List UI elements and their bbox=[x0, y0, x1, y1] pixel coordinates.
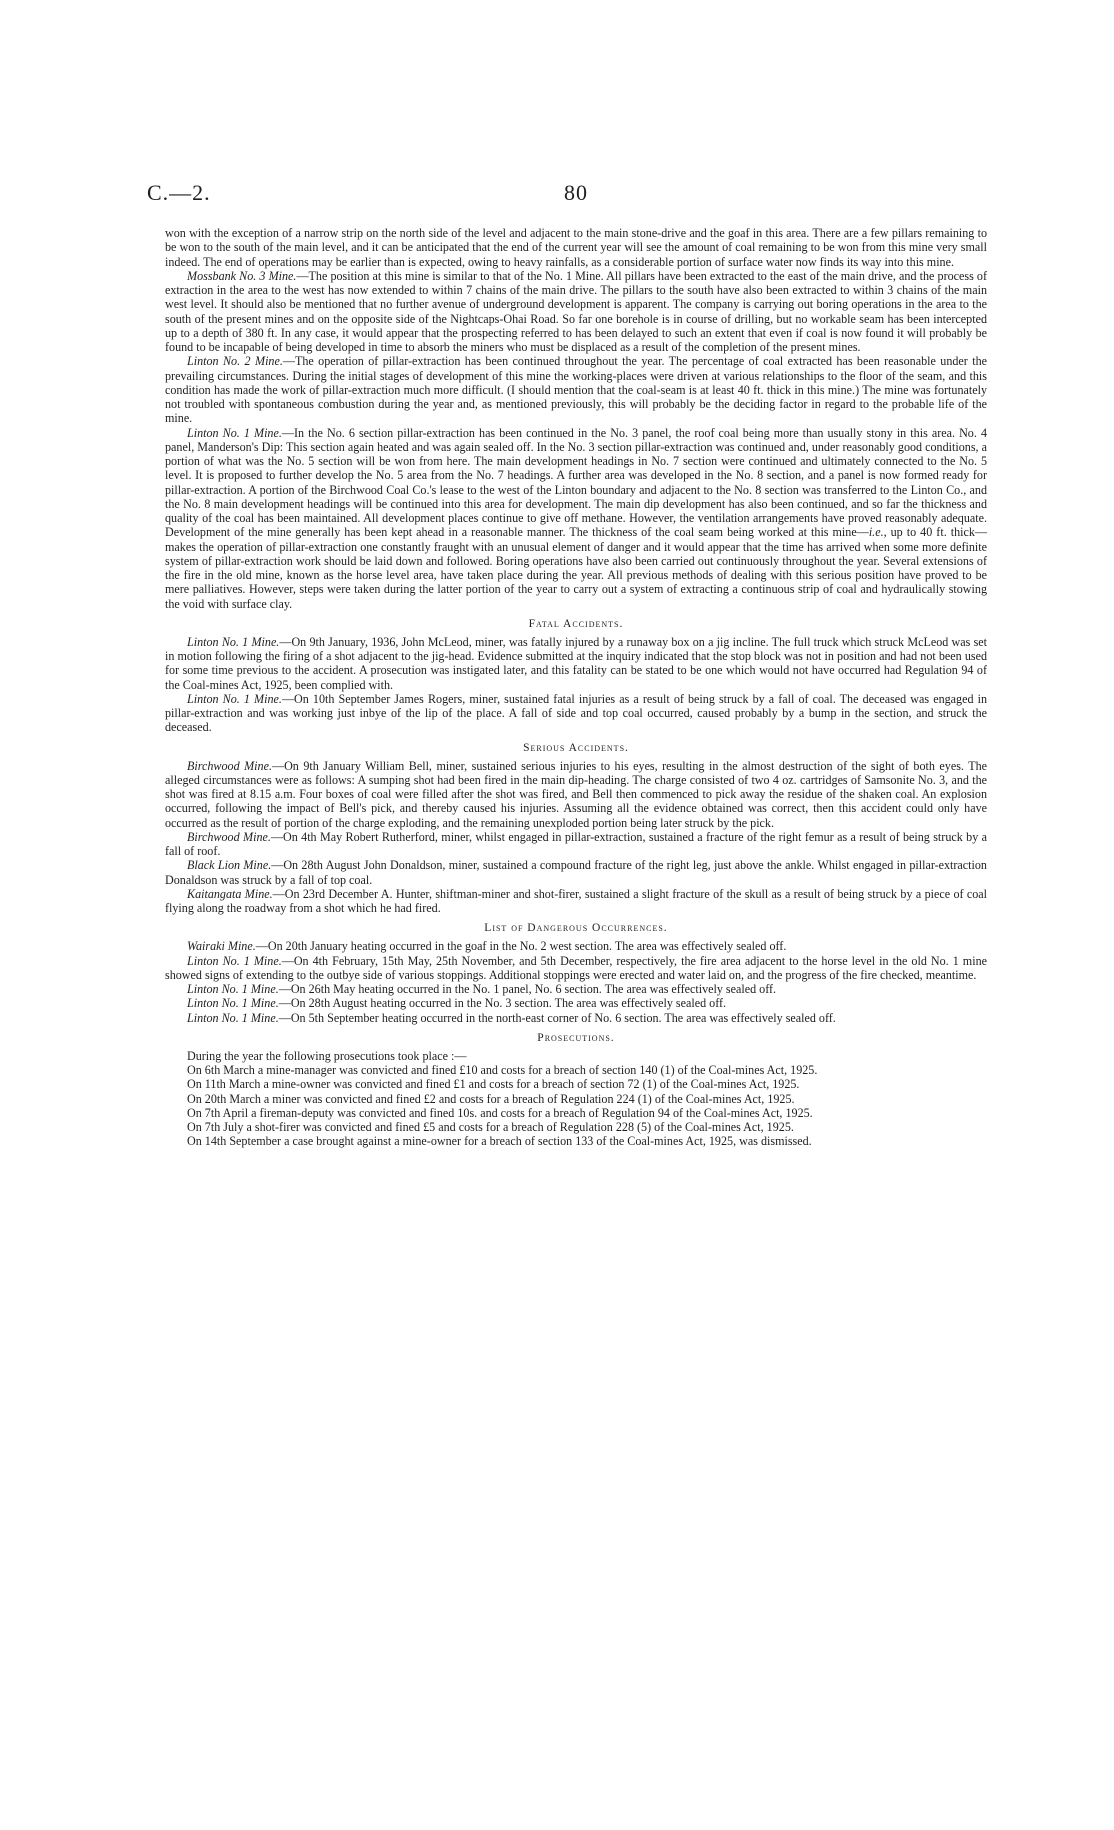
report-text-italic: i.e. bbox=[868, 525, 884, 540]
mine-name: Mossbank No. 3 Mine. bbox=[187, 268, 297, 283]
mine-name: Birchwood Mine. bbox=[187, 829, 271, 844]
mine-name: Kaitangata Mine. bbox=[187, 886, 273, 901]
occurrence-paragraph bbox=[165, 1011, 987, 1025]
prosecution-item: On 7th April a fireman-deputy was convicted and fined 10s. and costs for a breach of Regulation 94 of the Coal-mines Act, 1925. bbox=[187, 1105, 813, 1120]
accident-text: —On 28th August John Donaldson, miner, sustained a compound fracture of the right leg, just above the ankle. Whilst engaged in pillar-extraction Donaldson was struck by a fall of top coal. bbox=[165, 858, 987, 887]
mine-name: Linton No. 1 Mine. bbox=[187, 953, 282, 968]
mine-name: Linton No. 1 Mine. bbox=[187, 982, 279, 996]
report-text: , up to 40 ft. thick—makes the operation of pillar-extraction one constantly fraught with an unusual element of danger and it would appear that the time has arrived when some more definite system of pillar-extraction work should be laid down and followed. Boring operations have also been carried out continuously throughout the year. Several extensions of the fire in the old mine, known as the horse level area, have taken place during the year. All previous methods of dealing with this serious position have proved to be mere palliatives. However, steps were taken during the latter portion of the year to carry out a system of extracting a continuous strip of coal and hydraulically stowing the void with surface clay. bbox=[165, 525, 988, 611]
prosecution-item: On 7th July a shot-firer was convicted and fined £5 and costs for a breach of Regulation 228 (5) of the Coal-mines Act, 1925. bbox=[187, 1120, 794, 1134]
occurrence-text: —On 28th August heating occurred in the No. 3 section. The area was effectively sealed off. bbox=[278, 996, 727, 1011]
occurrence-paragraph bbox=[165, 996, 987, 1010]
serious-accident-paragraph bbox=[165, 759, 987, 830]
serious-accident-paragraph bbox=[165, 887, 987, 916]
report-text: —In the No. 6 section pillar-extraction has been continued in the No. 3 panel, the roof coal being more than usually stony in this area. No. 4 panel, Manderson's Dip: This section again heated and was again sealed off. In the No. 3 section pillar-extraction was continued and, under reasonably good conditions, a portion of what was the No. 5 section will be won from here. The main development headings in No. 7 section were continued and ultimately connected to the No. 5 level. It is proposed to further develop the No. 5 area from the No. 7 headings. A further area was developed in the No. 8 section, and a panel is now formed ready for pillar-extraction. A portion of the Birchwood Coal Co.'s lease to the west of the Linton boundary and adjacent to the No. 8 section was transferred to the Linton Co., and the No. 8 main development headings will be continued into this area for development. The main dip development has also been continued, and so far the thickness and quality of the coal has been maintained. All development places continue to give off methane. However, the ventilation arrangements have proved reasonably adequate. Development of the mine generally has been kept ahead in a reasonable manner. The thickness of the coal seam being worked at this mine— bbox=[165, 425, 987, 540]
document-reference: C.—2. bbox=[147, 180, 211, 205]
occurrence-paragraph bbox=[165, 939, 987, 953]
mine-name: Linton No. 2 Mine. bbox=[187, 354, 283, 369]
accident-text: —On 10th September James Rogers, miner, sustained fatal injuries as a result of being struck by a fall of coal. The deceased was engaged in pillar-extraction and was working just inbye of the lip of the place. A fall of side and top coal occurred, caused probably by a bump in the section, and struck the deceased. bbox=[165, 691, 987, 735]
fatal-accident-paragraph bbox=[165, 635, 987, 692]
section-heading-serious-accidents: Serious Accidents. bbox=[523, 741, 629, 754]
accident-text: —On 4th May Robert Rutherford, miner, whilst engaged in pillar-extraction, sustained a fracture of the right femur as a result of being struck by a fall of roof. bbox=[165, 829, 988, 858]
accident-text: —On 23rd December A. Hunter, shiftman-miner and shot-firer, sustained a slight fracture of the skull as a result of being struck by a piece of coal flying along the roadway from a shot which he had fired. bbox=[165, 886, 988, 915]
section-heading-prosecutions: Prosecutions. bbox=[537, 1031, 615, 1044]
accident-text: —On 9th January William Bell, miner, sustained serious injuries to his eyes, resulting in the almost destruction of the sight of both eyes. The alleged circumstances were as follows: A sumping shot had been fired in the main dip-heading. The charge consisted of two 4 oz. cartridges of Samsonite No. 3, and the shot was fired at 8.15 a.m. Four boxes of coal were filled after the shot was fired, and Bell then commenced to pick away the residue of the shaken coal. An explosion occurred, following the impact of Bell's pick, and thereby caused his injuries. Assuming all the evidence obtained was correct, then this accident could only have occurred as the result of portion of the charge exploding, and the remaining unexploded portion being later struck by the pick. bbox=[165, 758, 987, 830]
report-text: —The position at this mine is similar to that of the No. 1 Mine. All pillars have been extracted to the east of the main drive, and the process of extraction in the area to the west has now extended to within 7 chains of the main drive. The pillars to the south have also been extracted to within 3 chains of the main west level. It should also be mentioned that no further avenue of underground development is apparent. The company is carrying out boring operations in the area to the south of the present mines and on the opposite side of the Nightcaps-Ohai Road. So far one borehole is in course of drilling, but no workable seam has been intercepted up to a depth of 380 ft. In any case, it would appear that the prospecting referred to has been delayed to such an extent that even if coal is now found it will probably be found to be incapable of being developed in time to absorb the miners who must be displaced as a result of the completion of the present mines. bbox=[165, 268, 987, 354]
occurrence-text: —On 5th September heating occurred in the north-east corner of No. 6 section. The area was effectively sealed off. bbox=[278, 1010, 836, 1025]
section-heading-fatal-accidents: Fatal Accidents. bbox=[528, 617, 624, 630]
prosecution-item: On 14th September a case brought against a mine-owner for a breach of section 133 of the Coal-mines Act, 1925, was dismissed. bbox=[187, 1134, 812, 1149]
mine-name: Linton No. 1 Mine. bbox=[187, 1010, 279, 1025]
mine-report-paragraph bbox=[165, 426, 987, 611]
prosecution-item: On 20th March a miner was convicted and fined £2 and costs for a breach of Regulation 224 (1) of the Coal-mines Act, 1925. bbox=[187, 1091, 795, 1106]
mine-name: Birchwood Mine. bbox=[187, 758, 272, 773]
occurrence-paragraph bbox=[165, 982, 987, 996]
section-heading-dangerous-occurrences: List of Dangerous Occurrences. bbox=[484, 922, 668, 935]
occurrence-paragraph bbox=[165, 954, 987, 983]
page-header bbox=[147, 180, 987, 226]
accident-text: —On 9th January, 1936, John McLeod, miner, was fatally injured by a runaway box on a jig incline. The full truck which struck McLeod was set in motion following the firing of a shot adjacent to the jig-head. Evidence submitted at the inquiry indicated that the stop block was not in position and had not been used for some time previous to the accident. A prosecution was instigated later, and this fatality can be stated to be one which would not have occurred had Regulation 94 of the Coal-mines Act, 1925, been complied with. bbox=[165, 634, 987, 692]
prosecutions-intro: During the year the following prosecutions took place :— bbox=[187, 1048, 467, 1063]
mine-name: Linton No. 1 Mine. bbox=[187, 634, 280, 649]
serious-accident-paragraph bbox=[165, 830, 987, 859]
mine-name: Linton No. 1 Mine. bbox=[187, 996, 279, 1011]
page-number: 80 bbox=[564, 180, 588, 205]
mine-report-paragraph bbox=[165, 269, 987, 355]
mine-name: Linton No. 1 Mine. bbox=[187, 425, 282, 440]
mine-name: Linton No. 1 Mine. bbox=[187, 691, 282, 706]
mine-name: Black Lion Mine. bbox=[187, 858, 272, 873]
prosecution-item: On 6th March a mine-manager was convicted and fined £10 and costs for a breach of section 140 (1) of the Coal-mines Act, 1925. bbox=[187, 1063, 818, 1077]
prosecution-item: On 11th March a mine-owner was convicted and fined £1 and costs for a breach of section 72 (1) of the Coal-mines Act, 1925. bbox=[187, 1077, 800, 1092]
intro-paragraph: won with the exception of a narrow strip on the north side of the level and adjacent to the main stone-drive and the goaf in this area. There are a few pillars remaining to be won to the south of the main level, and it can be anticipated that the end of the current year will see the amount of coal remaining to be won from this mine very small indeed. The end of operations may be earlier than is expected, owing to heavy rainfalls, as a considerable portion of surface water now finds its way into this mine. bbox=[165, 226, 987, 269]
document-page bbox=[147, 180, 988, 1149]
occurrence-text: —On 26th May heating occurred in the No. 1 panel, No. 6 section. The area was effectively sealed off. bbox=[278, 982, 777, 996]
occurrence-text: —On 4th February, 15th May, 25th November, and 5th December, respectively, the fire area adjacent to the horse level in the old No. 1 mine showed signs of extending to the outbye side of various stoppings. Additional stoppings were erected and water laid on, and the progress of the fire checked, meantime. bbox=[165, 953, 987, 982]
fatal-accident-paragraph bbox=[165, 692, 987, 735]
mine-name: Wairaki Mine. bbox=[187, 939, 256, 954]
report-text: —The operation of pillar-extraction has been continued throughout the year. The percentage of coal extracted has been reasonable under the prevailing circumstances. During the initial stages of development of this mine the working-places were driven at various relationships to the floor of the seam, and this condition has made the work of pillar-extraction much more difficult. (I should mention that the coal-seam is at least 40 ft. thick in this mine.) The mine was fortunately not troubled with spontaneous combustion during the year and, as mentioned previously, this will probably be the deciding factor in regard to the probable life of the mine. bbox=[165, 354, 987, 426]
mine-report-paragraph bbox=[165, 354, 987, 425]
occurrence-text: —On 20th January heating occurred in the goaf in the No. 2 west section. The area was effectively sealed off. bbox=[255, 939, 787, 954]
serious-accident-paragraph bbox=[165, 858, 987, 887]
